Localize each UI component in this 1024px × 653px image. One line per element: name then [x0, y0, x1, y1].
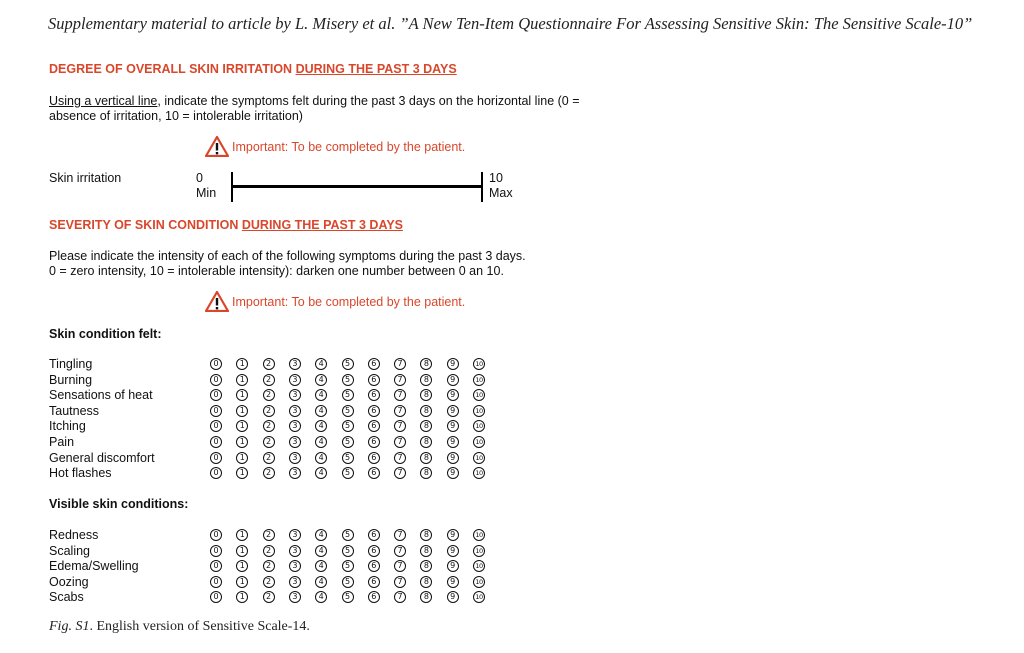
rating-circle-8[interactable]: 8	[420, 529, 432, 541]
rating-circle-5[interactable]: 5	[342, 405, 354, 417]
warning-notice-1	[205, 136, 465, 157]
rating-circle-2[interactable]: 2	[263, 452, 275, 464]
rating-circle-3[interactable]: 3	[289, 374, 301, 386]
rating-circle-6[interactable]: 6	[368, 436, 380, 448]
section-title-underlined: DURING THE PAST 3 DAYS	[241, 218, 403, 232]
rating-circle-6[interactable]: 6	[368, 545, 380, 557]
rating-circle-7[interactable]: 7	[394, 467, 406, 479]
rating-circle-0[interactable]: 0	[210, 467, 222, 479]
instruction-underlined: Using a vertical line	[49, 94, 158, 108]
vas-max-value: 10	[489, 171, 503, 185]
rating-circle-9[interactable]: 9	[447, 545, 459, 557]
symptom-label: General discomfort	[49, 450, 155, 465]
symptom-label: Oozing	[49, 574, 89, 589]
rating-circle-9[interactable]: 9	[447, 529, 459, 541]
rating-circle-10[interactable]: 10	[473, 545, 485, 557]
rating-circle-5[interactable]: 5	[342, 576, 354, 588]
rating-circle-4[interactable]: 4	[315, 529, 327, 541]
rating-circle-10[interactable]: 10	[473, 560, 485, 572]
rating-circle-2[interactable]: 2	[263, 358, 275, 370]
section-title-main: DEGREE OF OVERALL SKIN IRRITATION	[49, 62, 293, 76]
rating-circle-10[interactable]: 10	[473, 374, 485, 386]
rating-circle-1[interactable]: 1	[236, 591, 248, 603]
rating-circle-9[interactable]: 9	[447, 436, 459, 448]
symptom-row	[49, 528, 489, 544]
instruction-line-1: Please indicate the intensity of each of the following symptoms during the past 3 days.	[49, 249, 526, 263]
vas-min-label: Min	[196, 186, 217, 200]
rating-circle-5[interactable]: 5	[342, 420, 354, 432]
rating-circle-7[interactable]: 7	[394, 389, 406, 401]
rating-circle-4[interactable]: 4	[315, 545, 327, 557]
rating-circle-7[interactable]: 7	[394, 560, 406, 572]
severity-instruction	[49, 249, 649, 279]
rating-circle-3[interactable]: 3	[289, 436, 301, 448]
rating-circle-2[interactable]: 2	[263, 529, 275, 541]
rating-circle-8[interactable]: 8	[420, 467, 432, 479]
section-title-main: SEVERITY OF SKIN CONDITION	[49, 218, 239, 232]
rating-circle-0[interactable]: 0	[210, 591, 222, 603]
rating-circle-9[interactable]: 9	[447, 420, 459, 432]
rating-circle-10[interactable]: 10	[473, 358, 485, 370]
rating-circle-8[interactable]: 8	[420, 405, 432, 417]
rating-circle-8[interactable]: 8	[420, 452, 432, 464]
symptom-label: Burning	[49, 372, 93, 387]
rating-circle-6[interactable]: 6	[368, 389, 380, 401]
rating-circle-1[interactable]: 1	[236, 467, 248, 479]
vas-max-label: Max	[489, 186, 513, 200]
symptom-label: Hot flashes	[49, 466, 112, 481]
rating-circle-6[interactable]: 6	[368, 591, 380, 603]
rating-circle-6[interactable]: 6	[368, 576, 380, 588]
rating-circle-7[interactable]: 7	[394, 545, 406, 557]
rating-circle-6[interactable]: 6	[368, 529, 380, 541]
rating-circle-3[interactable]: 3	[289, 389, 301, 401]
rating-circle-7[interactable]: 7	[394, 420, 406, 432]
rating-circle-0[interactable]: 0	[210, 389, 222, 401]
symptom-row	[49, 435, 489, 451]
caption-text: . English version of Sensitive Scale-14.	[89, 619, 310, 634]
rating-circle-9[interactable]: 9	[447, 467, 459, 479]
symptom-row	[49, 451, 489, 467]
rating-circle-1[interactable]: 1	[236, 389, 248, 401]
warning-text: Important: To be completed by the patient.	[232, 294, 466, 309]
rating-circle-5[interactable]: 5	[342, 560, 354, 572]
rating-circle-3[interactable]: 3	[289, 452, 301, 464]
rating-circle-6[interactable]: 6	[368, 374, 380, 386]
rating-circle-3[interactable]: 3	[289, 358, 301, 370]
rating-circle-2[interactable]: 2	[263, 436, 275, 448]
rating-circle-9[interactable]: 9	[447, 452, 459, 464]
rating-circle-6[interactable]: 6	[368, 358, 380, 370]
rating-circle-1[interactable]: 1	[236, 452, 248, 464]
instruction-rest: , indicate the symptoms felt during the past 3 days on the horizontal line (0 = absence of irritation, 10 = intolerable irritation)	[49, 94, 580, 123]
rating-circle-5[interactable]: 5	[342, 529, 354, 541]
rating-circle-8[interactable]: 8	[420, 420, 432, 432]
caption-label: Fig. S1	[49, 619, 90, 634]
rating-circle-9[interactable]: 9	[447, 389, 459, 401]
instruction-line-2: 0 = zero intensity, 10 = intolerable intensity): darken one number between 0 an 10.	[49, 264, 504, 278]
rating-circle-0[interactable]: 0	[210, 576, 222, 588]
rating-circle-2[interactable]: 2	[263, 374, 275, 386]
rating-circle-7[interactable]: 7	[394, 529, 406, 541]
vas-max-tick	[481, 172, 483, 202]
rating-circle-3[interactable]: 3	[289, 545, 301, 557]
symptom-label: Itching	[49, 419, 86, 434]
rating-circle-5[interactable]: 5	[342, 436, 354, 448]
symptom-row	[49, 559, 489, 575]
symptom-label: Tautness	[49, 403, 100, 418]
rating-circle-10[interactable]: 10	[473, 436, 485, 448]
rating-circle-7[interactable]: 7	[394, 436, 406, 448]
rating-circle-0[interactable]: 0	[210, 358, 222, 370]
symptom-row	[49, 373, 489, 389]
rating-circle-4[interactable]: 4	[315, 405, 327, 417]
warning-notice-2	[205, 291, 465, 312]
warning-text: Important: To be completed by the patient.	[232, 139, 466, 154]
rating-circle-0[interactable]: 0	[210, 374, 222, 386]
symptom-label: Edema/Swelling	[49, 559, 139, 574]
symptom-label: Scaling	[49, 543, 90, 558]
rating-circle-10[interactable]: 10	[473, 452, 485, 464]
symptom-label: Tingling	[49, 357, 93, 371]
rating-circle-9[interactable]: 9	[447, 576, 459, 588]
warning-icon	[205, 136, 229, 157]
rating-circle-10[interactable]: 10	[473, 591, 485, 603]
symptom-label: Scabs	[49, 590, 84, 605]
rating-circle-4[interactable]: 4	[315, 467, 327, 479]
rating-circle-10[interactable]: 10	[473, 420, 485, 432]
symptom-row	[49, 388, 489, 404]
rating-circle-8[interactable]: 8	[420, 560, 432, 572]
rating-circle-4[interactable]: 4	[315, 436, 327, 448]
rating-circle-1[interactable]: 1	[236, 576, 248, 588]
rating-circle-4[interactable]: 4	[315, 576, 327, 588]
rating-circle-1[interactable]: 1	[236, 560, 248, 572]
rating-circle-8[interactable]: 8	[420, 436, 432, 448]
rating-circle-4[interactable]: 4	[315, 452, 327, 464]
rating-circle-5[interactable]: 5	[342, 591, 354, 603]
rating-circle-1[interactable]: 1	[236, 529, 248, 541]
rating-circle-1[interactable]: 1	[236, 436, 248, 448]
rating-circle-10[interactable]: 10	[473, 389, 485, 401]
rating-circle-4[interactable]: 4	[315, 374, 327, 386]
warning-icon	[205, 291, 229, 312]
rating-circle-0[interactable]: 0	[210, 420, 222, 432]
rating-circle-4[interactable]: 4	[315, 420, 327, 432]
rating-circle-2[interactable]: 2	[263, 591, 275, 603]
rating-circle-2[interactable]: 2	[263, 576, 275, 588]
rating-circle-7[interactable]: 7	[394, 374, 406, 386]
rating-circle-9[interactable]: 9	[447, 405, 459, 417]
group-title-visible: Visible skin conditions:	[49, 497, 189, 511]
rating-circle-2[interactable]: 2	[263, 545, 275, 557]
rating-circle-6[interactable]: 6	[368, 560, 380, 572]
rating-circle-0[interactable]: 0	[210, 405, 222, 417]
vas-horizontal-line	[231, 185, 483, 188]
rating-circle-4[interactable]: 4	[315, 591, 327, 603]
rating-circle-5[interactable]: 5	[342, 452, 354, 464]
rating-circle-5[interactable]: 5	[342, 467, 354, 479]
symptom-label: Pain	[49, 435, 75, 449]
rating-circle-0[interactable]: 0	[210, 560, 222, 572]
symptom-row	[49, 575, 489, 591]
symptom-row	[49, 590, 489, 606]
vas-min-value: 0	[196, 171, 203, 185]
symptom-row	[49, 357, 489, 373]
rating-circle-4[interactable]: 4	[315, 389, 327, 401]
rating-circle-5[interactable]: 5	[342, 358, 354, 370]
symptom-row	[49, 466, 489, 482]
rating-circle-2[interactable]: 2	[263, 467, 275, 479]
rating-circle-6[interactable]: 6	[368, 420, 380, 432]
rating-circle-8[interactable]: 8	[420, 358, 432, 370]
rating-circle-5[interactable]: 5	[342, 389, 354, 401]
rating-circle-10[interactable]: 10	[473, 529, 485, 541]
rating-circle-9[interactable]: 9	[447, 591, 459, 603]
rating-circle-10[interactable]: 10	[473, 576, 485, 588]
rating-circle-3[interactable]: 3	[289, 560, 301, 572]
rating-circle-7[interactable]: 7	[394, 405, 406, 417]
rating-circle-9[interactable]: 9	[447, 560, 459, 572]
document-header: Supplementary material to article by L. Misery et al. ”A New Ten-Item Questionnaire For Assessing Sensitive Skin: The Sensitive Scale-10”	[48, 14, 973, 33]
rating-circle-4[interactable]: 4	[315, 560, 327, 572]
group-title-felt: Skin condition felt:	[49, 327, 162, 341]
rating-circle-7[interactable]: 7	[394, 452, 406, 464]
rating-circle-6[interactable]: 6	[368, 452, 380, 464]
rating-circle-1[interactable]: 1	[236, 358, 248, 370]
rating-circle-3[interactable]: 3	[289, 529, 301, 541]
rating-circle-10[interactable]: 10	[473, 405, 485, 417]
figure-caption	[49, 619, 310, 635]
rating-circle-8[interactable]: 8	[420, 389, 432, 401]
rating-circle-0[interactable]: 0	[210, 529, 222, 541]
rating-circle-2[interactable]: 2	[263, 420, 275, 432]
rating-circle-5[interactable]: 5	[342, 545, 354, 557]
rating-circle-3[interactable]: 3	[289, 467, 301, 479]
rating-circle-6[interactable]: 6	[368, 405, 380, 417]
rating-circle-3[interactable]: 3	[289, 576, 301, 588]
symptom-row	[49, 404, 489, 420]
rating-circle-1[interactable]: 1	[236, 405, 248, 417]
rating-circle-1[interactable]: 1	[236, 374, 248, 386]
rating-circle-5[interactable]: 5	[342, 374, 354, 386]
rating-circle-6[interactable]: 6	[368, 467, 380, 479]
rating-circle-8[interactable]: 8	[420, 374, 432, 386]
rating-circle-8[interactable]: 8	[420, 545, 432, 557]
vas-label: Skin irritation	[49, 171, 122, 185]
irritation-instruction	[49, 94, 609, 124]
rating-circle-7[interactable]: 7	[394, 358, 406, 370]
rating-circle-9[interactable]: 9	[447, 374, 459, 386]
rating-circle-1[interactable]: 1	[236, 420, 248, 432]
rating-circle-3[interactable]: 3	[289, 591, 301, 603]
rating-circle-7[interactable]: 7	[394, 576, 406, 588]
rating-circle-1[interactable]: 1	[236, 545, 248, 557]
rating-circle-3[interactable]: 3	[289, 420, 301, 432]
rating-circle-2[interactable]: 2	[263, 389, 275, 401]
rating-circle-0[interactable]: 0	[210, 545, 222, 557]
rating-circle-3[interactable]: 3	[289, 405, 301, 417]
rating-circle-4[interactable]: 4	[315, 358, 327, 370]
rating-circle-0[interactable]: 0	[210, 452, 222, 464]
rating-circle-8[interactable]: 8	[420, 591, 432, 603]
rating-circle-0[interactable]: 0	[210, 436, 222, 448]
section-title-severity	[49, 218, 403, 232]
section-title-underlined: DURING THE PAST 3 DAYS	[295, 62, 457, 76]
symptom-row	[49, 544, 489, 560]
section-title-irritation	[49, 62, 457, 76]
rating-circle-2[interactable]: 2	[263, 405, 275, 417]
rating-circle-2[interactable]: 2	[263, 560, 275, 572]
rating-circle-8[interactable]: 8	[420, 576, 432, 588]
symptom-row	[49, 419, 489, 435]
rating-circle-10[interactable]: 10	[473, 467, 485, 479]
rating-circle-7[interactable]: 7	[394, 591, 406, 603]
symptom-label: Redness	[49, 528, 99, 542]
symptom-label: Sensations of heat	[49, 388, 153, 403]
rating-circle-9[interactable]: 9	[447, 358, 459, 370]
